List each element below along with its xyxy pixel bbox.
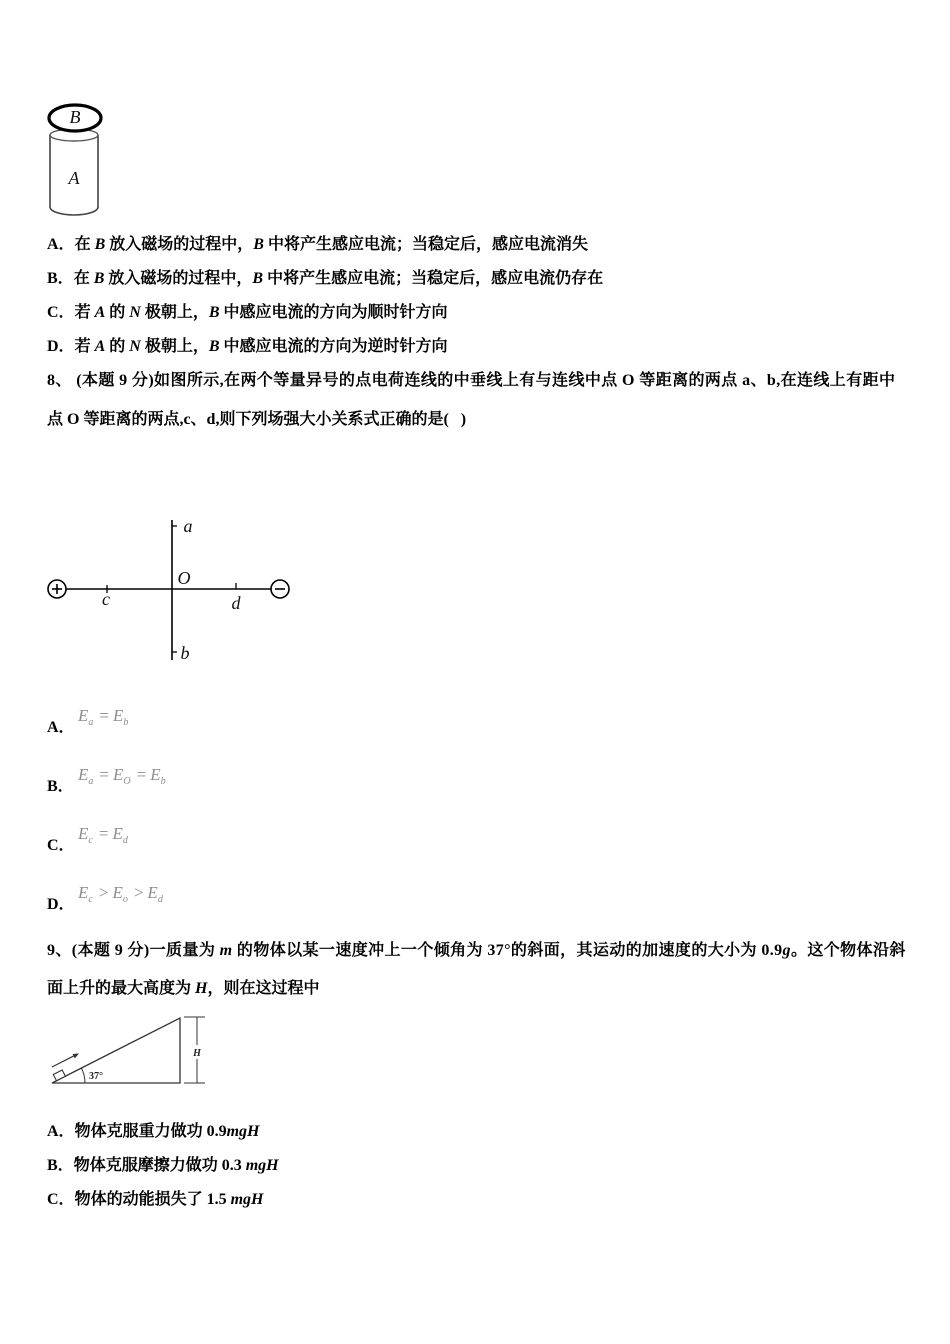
option-variable: mgH [230, 1191, 264, 1208]
option-text: 中将产生感应电流；当稳定后，感应电流消失 [263, 236, 588, 253]
operator: = [136, 765, 147, 784]
question-text: ，则在这过程中 [207, 980, 320, 997]
field-subscript: c [88, 894, 93, 905]
q9-option-c [47, 1190, 263, 1210]
cylinder-label: A [68, 168, 80, 188]
field-symbol: E [150, 765, 161, 784]
q7-option-b [47, 269, 603, 289]
field-symbol: E [112, 765, 124, 784]
field-subscript: d [122, 835, 128, 846]
ring-label: B [69, 107, 81, 127]
negative-charge-icon [271, 580, 289, 598]
q9-stem-line-1 [47, 941, 906, 961]
field-symbol: E [112, 824, 123, 843]
incline-triangle [52, 1018, 180, 1083]
field-subscript: c [88, 835, 93, 846]
option-text: 的 [105, 338, 130, 355]
option-text: 中感应电流的方向为顺时针方向 [219, 304, 448, 321]
option-variable: N [129, 304, 141, 321]
point-o-label: O [177, 568, 191, 588]
field-symbol: E [112, 883, 123, 902]
field-subscript: a [88, 717, 94, 728]
question-text: 面上升的最大高度为 [47, 980, 196, 997]
q7-option-c [47, 303, 448, 323]
field-subscript: a [88, 776, 94, 787]
q8-option-b-formula [78, 764, 166, 786]
field-subscript: O [123, 776, 131, 787]
q8-option-d-formula [78, 882, 163, 904]
angle-label: 37° [89, 1071, 103, 1082]
option-variable: mgH [226, 1123, 260, 1140]
option-label: B． [47, 270, 74, 287]
q8-option-a-label: A． [47, 719, 75, 736]
option-text: 若 [74, 304, 95, 321]
question-variable: m [219, 942, 233, 959]
option-variable: B [208, 304, 220, 321]
option-label: A． [47, 236, 75, 253]
field-subscript: o [122, 894, 128, 905]
operator: > [133, 883, 144, 902]
field-subscript: b [123, 717, 129, 728]
option-text: 极朝上， [140, 304, 209, 321]
question-text: 点 O 等距离的两点,c、d,则下列场强大小关系式正确的是( ) [47, 411, 467, 428]
option-text: 放入磁场的过程中， [105, 236, 254, 253]
q7-option-a [47, 235, 588, 255]
option-text: 极朝上， [140, 338, 209, 355]
q8-option-c-label: C． [47, 837, 75, 854]
option-text: 物体的动能损失了 1.5 [74, 1191, 231, 1208]
field-symbol: E [78, 824, 89, 843]
q7-option-d [47, 337, 448, 357]
field-symbol: E [78, 706, 89, 725]
magnet-ring-figure [40, 100, 110, 222]
option-variable: B [252, 270, 264, 287]
question-variable: g [782, 942, 791, 959]
field-subscript: b [160, 776, 166, 787]
point-charges-figure [40, 512, 300, 672]
option-variable: B [94, 236, 106, 253]
q9-option-b [47, 1156, 279, 1176]
question-text: 8、 (本题 9 分)如图所示,在两个等量异号的点电荷连线的中垂线上有与连线中点 O 等距离的两点 a、b,在连线上有距中 [47, 372, 896, 389]
q9-option-a [47, 1122, 259, 1142]
option-variable: B [93, 270, 105, 287]
point-a-label: a [183, 516, 193, 536]
option-variable: mgH [245, 1157, 279, 1174]
option-text: 若 [74, 338, 95, 355]
option-text: 在 [73, 270, 94, 287]
option-variable: A [94, 304, 106, 321]
option-text: 在 [74, 236, 95, 253]
field-symbol: E [78, 765, 89, 784]
question-text: 。这个物体沿斜 [790, 942, 906, 959]
option-text: 中将产生感应电流；当稳定后，感应电流仍存在 [263, 270, 604, 287]
point-d-label: d [231, 593, 241, 613]
angle-arc [81, 1068, 85, 1083]
operator: = [99, 765, 109, 784]
option-label: C． [47, 304, 75, 321]
field-symbol: E [78, 883, 89, 902]
field-symbol: E [112, 706, 124, 725]
field-subscript: d [157, 894, 163, 905]
q8-option-a-formula [78, 705, 128, 727]
point-b-label: b [180, 643, 190, 663]
operator: = [99, 706, 109, 725]
operator: > [98, 883, 109, 902]
q8-option-b-label: B． [47, 778, 74, 795]
option-variable: B [253, 236, 264, 253]
option-label: C． [47, 1191, 75, 1208]
question-text: 9、(本题 9 分)一质量为 [47, 942, 220, 959]
incline-figure [45, 1010, 215, 1090]
option-text: 的 [105, 304, 130, 321]
q9-stem-line-2 [47, 979, 319, 999]
field-symbol: E [147, 883, 158, 902]
option-variable: A [94, 338, 106, 355]
option-text: 放入磁场的过程中， [104, 270, 253, 287]
option-text: 物体克服摩擦力做功 0.3 [73, 1157, 246, 1174]
sliding-block [53, 1070, 65, 1081]
q8-stem-line-2 [47, 410, 466, 430]
option-text: 物体克服重力做功 0.9 [74, 1123, 227, 1140]
velocity-arrow-icon [52, 1054, 79, 1068]
height-label: H [193, 1048, 201, 1059]
option-label: D． [47, 338, 75, 355]
option-variable: N [129, 338, 141, 355]
option-label: A． [47, 1123, 75, 1140]
q8-option-c-formula [78, 823, 128, 845]
point-c-label: c [102, 589, 110, 609]
option-text: 中感应电流的方向为逆时针方向 [219, 338, 448, 355]
option-variable: B [208, 338, 220, 355]
question-variable: H [195, 980, 208, 997]
q8-option-d-label: D． [47, 896, 75, 913]
q8-stem-line-1 [47, 371, 895, 391]
question-text: 的物体以某一速度冲上一个倾角为 37°的斜面，其运动的加速度的大小为 0.9 [232, 942, 783, 959]
operator: = [98, 824, 109, 843]
option-label: B． [47, 1157, 74, 1174]
positive-charge-icon [48, 580, 66, 598]
